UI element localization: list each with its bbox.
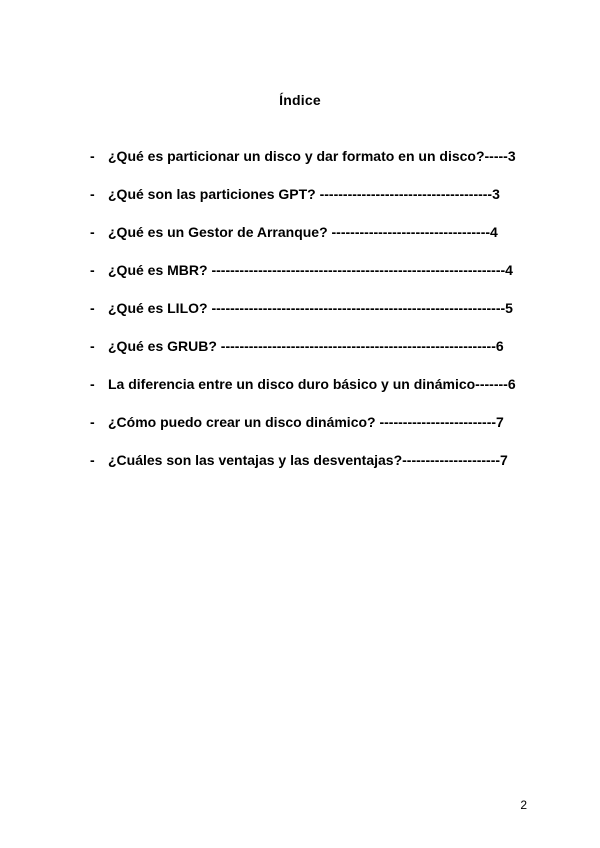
toc-entry-text: ¿Qué es un Gestor de Arranque? ----------------------------------4 [108,224,498,240]
toc-entry-text: ¿Qué es GRUB? -----------------------------------------------------------6 [108,338,504,354]
toc-bullet: - [90,414,95,430]
toc-item [90,300,516,338]
page-number: 2 [520,798,527,812]
toc-bullet: - [90,262,95,278]
toc-entry-text: ¿Cómo puedo crear un disco dinámico? -------------------------7 [108,414,504,430]
toc-item [90,186,516,224]
toc-entry-text: La diferencia entre un disco duro básico y un dinámico-------6 [108,376,516,392]
page-title: Índice [279,92,321,108]
toc-entry-text: ¿Qué es LILO? ---------------------------------------------------------------5 [108,300,513,316]
table-of-contents [90,148,516,490]
toc-bullet: - [90,338,95,354]
toc-entry-text: ¿Qué es MBR? ---------------------------------------------------------------4 [108,262,513,278]
toc-bullet: - [90,224,95,240]
toc-item [90,262,516,300]
toc-entry-text: ¿Qué son las particiones GPT? -------------------------------------3 [108,186,500,202]
toc-item [90,414,516,452]
toc-bullet: - [90,300,95,316]
toc-bullet: - [90,186,95,202]
toc-bullet: - [90,452,95,468]
toc-bullet: - [90,376,95,392]
toc-item [90,452,516,490]
toc-bullet: - [90,148,95,164]
toc-item [90,224,516,262]
toc-item [90,338,516,376]
toc-item [90,148,516,186]
toc-entry-text: ¿Qué es particionar un disco y dar formato en un disco?-----3 [108,148,516,164]
toc-item [90,376,516,414]
toc-entry-text: ¿Cuáles son las ventajas y las desventajas?---------------------7 [108,452,508,468]
